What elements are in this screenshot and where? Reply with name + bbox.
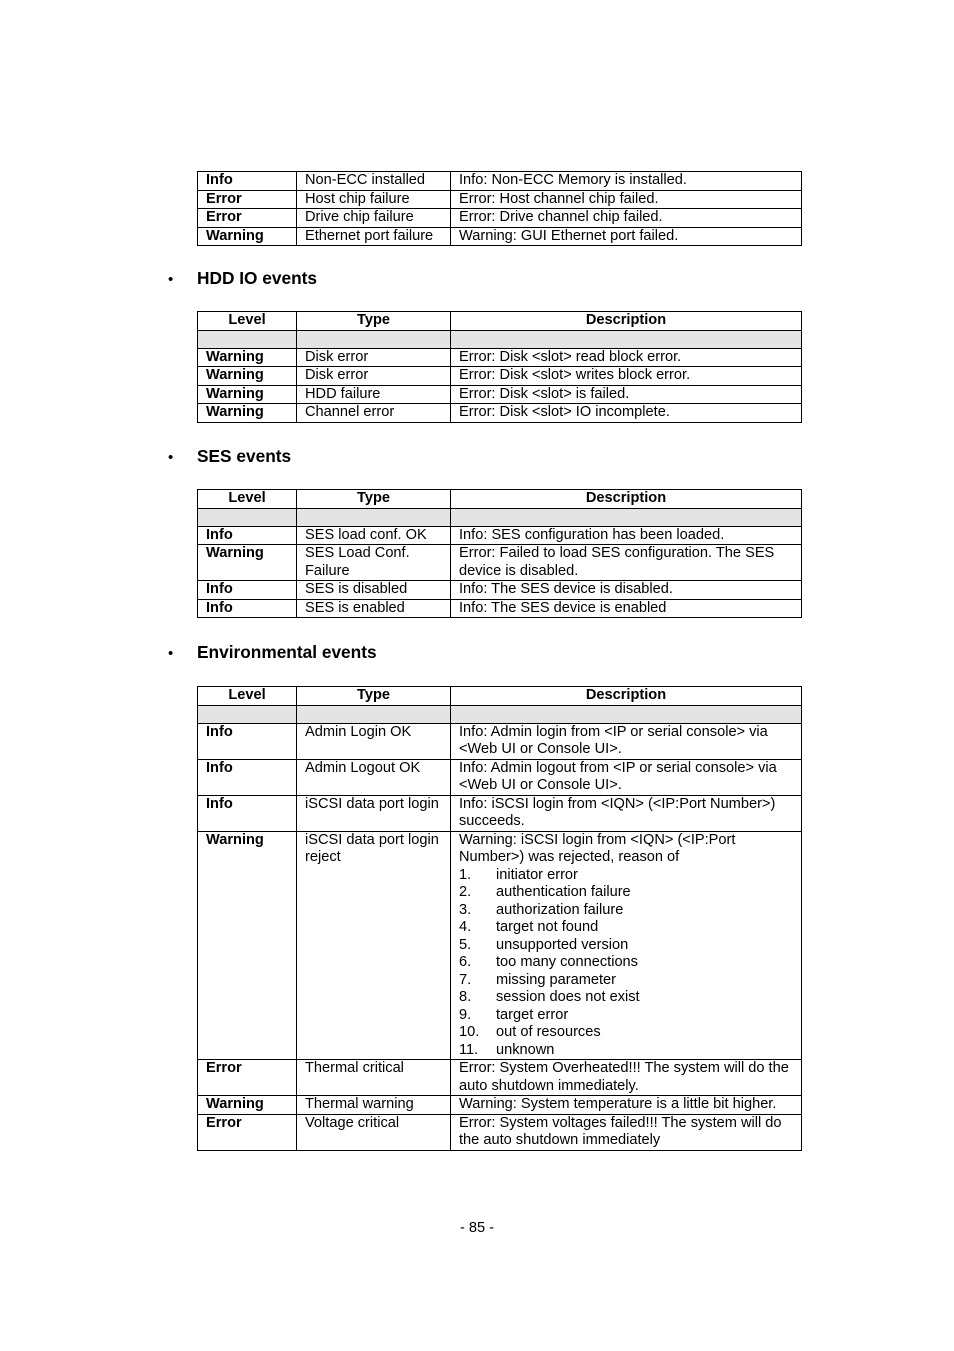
page-number: - 85 - xyxy=(459,1220,495,1236)
table-row xyxy=(198,172,802,191)
ses-events-table xyxy=(197,489,802,618)
list-item xyxy=(459,1024,793,1042)
shaded-spacer-row xyxy=(198,705,802,723)
table-header-row xyxy=(198,490,802,509)
table-row xyxy=(198,526,802,545)
list-text: too many connections xyxy=(496,954,638,970)
table-row xyxy=(198,581,802,600)
list-text: unsupported version xyxy=(496,936,629,953)
type-cell: HDD failure xyxy=(297,385,451,404)
description-cell: Info: Admin login from <IP or serial console> via <Web UI or Console UI>. xyxy=(451,723,802,759)
list-item xyxy=(459,989,793,1007)
reject-reason-list xyxy=(459,867,793,1060)
list-number: 11. xyxy=(459,1041,479,1058)
section-title: HDD IO events xyxy=(197,268,318,288)
type-cell: Host chip failure xyxy=(297,190,451,209)
description-cell: Error: Host channel chip failed. xyxy=(451,190,802,209)
type-cell: Disk error xyxy=(297,348,451,367)
table-row xyxy=(198,404,802,423)
table-header-row xyxy=(198,312,802,331)
section-title: SES events xyxy=(197,446,292,466)
column-header-level: Level xyxy=(198,312,297,331)
list-text: authentication failure xyxy=(496,884,631,900)
list-number: 10. xyxy=(459,1024,480,1040)
table-row xyxy=(198,599,802,618)
table-header-row xyxy=(198,687,802,706)
list-item xyxy=(459,972,793,990)
bullet-icon: • xyxy=(168,271,174,288)
table-row xyxy=(198,795,802,831)
type-cell: iSCSI data port login reject xyxy=(297,831,451,1060)
type-cell: SES Load Conf. Failure xyxy=(297,545,451,581)
list-number: 8. xyxy=(459,989,472,1005)
type-cell: Admin Login OK xyxy=(297,723,451,759)
list-number: 3. xyxy=(459,901,472,918)
column-header-type: Type xyxy=(297,490,451,509)
table-row xyxy=(198,1060,802,1096)
list-number: 4. xyxy=(459,919,472,935)
type-cell: SES is disabled xyxy=(297,581,451,600)
level-cell: Info xyxy=(198,795,297,831)
section-title: Environmental events xyxy=(197,642,377,662)
level-cell: Info xyxy=(198,581,297,600)
description-cell xyxy=(451,831,802,1060)
description-cell: Error: Drive channel chip failed. xyxy=(451,209,802,228)
memory-chip-events-table xyxy=(197,171,802,246)
section-heading-ses xyxy=(168,445,291,469)
bullet-icon: • xyxy=(168,645,174,662)
description-cell: Info: The SES device is disabled. xyxy=(451,581,802,600)
type-cell: Thermal critical xyxy=(297,1060,451,1096)
table-row xyxy=(198,759,802,795)
level-cell: Warning xyxy=(198,348,297,367)
description-cell: Error: Disk <slot> IO incomplete. xyxy=(451,404,802,423)
table-row xyxy=(198,209,802,228)
list-item xyxy=(459,1007,793,1025)
shaded-spacer-row xyxy=(198,508,802,526)
hdd-io-events-table xyxy=(197,311,802,423)
type-cell: Ethernet port failure xyxy=(297,227,451,246)
level-cell: Error xyxy=(198,209,297,228)
type-cell: Drive chip failure xyxy=(297,209,451,228)
table-row xyxy=(198,545,802,581)
level-cell: Info xyxy=(198,526,297,545)
list-text: target not found xyxy=(496,919,599,935)
list-number: 2. xyxy=(459,884,472,900)
level-cell: Error xyxy=(198,1114,297,1150)
description-cell: Error: System Overheated!!! The system will do the auto shutdown immediately. xyxy=(451,1060,802,1096)
level-cell: Warning xyxy=(198,385,297,404)
column-header-description: Description xyxy=(451,687,802,706)
list-item xyxy=(459,937,793,955)
list-text: session does not exist xyxy=(496,989,640,1005)
list-number: 9. xyxy=(459,1006,472,1023)
type-cell: Voltage critical xyxy=(297,1114,451,1150)
list-text: authorization failure xyxy=(496,901,624,918)
type-cell: iSCSI data port login xyxy=(297,795,451,831)
list-item xyxy=(459,867,793,885)
description-cell: Info: The SES device is enabled xyxy=(451,599,802,618)
table-row xyxy=(198,367,802,386)
section-heading-environmental xyxy=(168,641,377,665)
level-cell: Warning xyxy=(198,367,297,386)
list-item xyxy=(459,919,793,937)
list-text: initiator error xyxy=(496,866,578,883)
level-cell: Warning xyxy=(198,404,297,423)
description-cell: Info: Admin logout from <IP or serial console> via <Web UI or Console UI>. xyxy=(451,759,802,795)
table-row xyxy=(198,831,802,1060)
column-header-level: Level xyxy=(198,687,297,706)
list-number: 6. xyxy=(459,954,472,970)
type-cell: Disk error xyxy=(297,367,451,386)
list-item xyxy=(459,884,793,902)
list-text: missing parameter xyxy=(496,971,617,988)
description-cell: Error: Disk <slot> writes block error. xyxy=(451,367,802,386)
type-cell: Channel error xyxy=(297,404,451,423)
description-cell: Error: System voltages failed!!! The system will do the auto shutdown immediately xyxy=(451,1114,802,1150)
type-cell: SES is enabled xyxy=(297,599,451,618)
list-item xyxy=(459,954,793,972)
description-cell: Warning: GUI Ethernet port failed. xyxy=(451,227,802,246)
description-cell: Error: Disk <slot> is failed. xyxy=(451,385,802,404)
column-header-description: Description xyxy=(451,312,802,331)
level-cell: Warning xyxy=(198,831,297,1060)
level-cell: Warning xyxy=(198,545,297,581)
level-cell: Error xyxy=(198,190,297,209)
column-header-type: Type xyxy=(297,687,451,706)
table-row xyxy=(198,227,802,246)
description-cell: Warning: System temperature is a little bit higher. xyxy=(451,1096,802,1115)
type-cell: Admin Logout OK xyxy=(297,759,451,795)
column-header-description: Description xyxy=(451,490,802,509)
table-row xyxy=(198,190,802,209)
level-cell: Error xyxy=(198,1060,297,1096)
list-text: unknown xyxy=(496,1041,555,1058)
shaded-spacer-row xyxy=(198,330,802,348)
list-text: out of resources xyxy=(496,1024,601,1040)
environmental-events-table xyxy=(197,686,802,1151)
level-cell: Info xyxy=(198,723,297,759)
level-cell: Info xyxy=(198,759,297,795)
description-cell: Error: Failed to load SES configuration. The SES device is disabled. xyxy=(451,545,802,581)
column-header-type: Type xyxy=(297,312,451,331)
table-row xyxy=(198,385,802,404)
table-row xyxy=(198,348,802,367)
type-cell: Thermal warning xyxy=(297,1096,451,1115)
list-number: 5. xyxy=(459,936,472,953)
type-cell: Non-ECC installed xyxy=(297,172,451,191)
description-cell: Info: SES configuration has been loaded. xyxy=(451,526,802,545)
description-cell: Error: Disk <slot> read block error. xyxy=(451,348,802,367)
description-cell: Info: Non-ECC Memory is installed. xyxy=(451,172,802,191)
list-item xyxy=(459,902,793,920)
level-cell: Info xyxy=(198,172,297,191)
level-cell: Warning xyxy=(198,227,297,246)
table-row xyxy=(198,1114,802,1150)
bullet-icon: • xyxy=(168,449,174,466)
description-text: Warning: iSCSI login from <IQN> (<IP:Port Number>) was rejected, reason of xyxy=(459,831,736,865)
section-heading-hdd-io xyxy=(168,267,317,291)
list-number: 1. xyxy=(459,866,472,883)
table-row xyxy=(198,1096,802,1115)
level-cell: Info xyxy=(198,599,297,618)
column-header-level: Level xyxy=(198,490,297,509)
list-item xyxy=(459,1042,793,1060)
level-cell: Warning xyxy=(198,1096,297,1115)
list-text: target error xyxy=(496,1006,569,1023)
type-cell: SES load conf. OK xyxy=(297,526,451,545)
table-row xyxy=(198,723,802,759)
description-cell: Info: iSCSI login from <IQN> (<IP:Port Number>) succeeds. xyxy=(451,795,802,831)
list-number: 7. xyxy=(459,971,472,988)
